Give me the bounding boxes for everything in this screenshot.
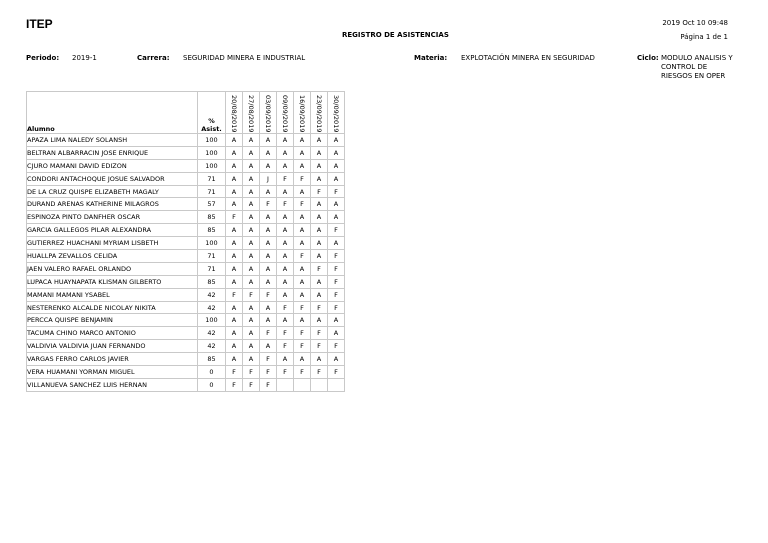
- attendance-mark: F: [260, 353, 277, 366]
- attendance-mark: A: [294, 146, 311, 159]
- attendance-mark: A: [311, 275, 328, 288]
- attendance-mark: A: [226, 146, 243, 159]
- attendance-mark: A: [294, 224, 311, 237]
- attendance-mark: A: [260, 314, 277, 327]
- attendance-rows: [27, 134, 345, 392]
- attendance-mark: A: [277, 262, 294, 275]
- attendance-percent: 0: [198, 378, 226, 391]
- attendance-percent: 100: [198, 134, 226, 147]
- attendance-table: [26, 91, 345, 392]
- attendance-mark: F: [260, 378, 277, 391]
- attendance-mark: A: [294, 288, 311, 301]
- attendance-mark: F: [277, 340, 294, 353]
- attendance-mark: A: [328, 159, 345, 172]
- table-row: [27, 237, 345, 250]
- report-title: REGISTRO DE ASISTENCIAS: [342, 31, 449, 39]
- attendance-mark: A: [260, 262, 277, 275]
- attendance-percent: 85: [198, 275, 226, 288]
- attendance-mark: F: [243, 378, 260, 391]
- attendance-mark: F: [243, 366, 260, 379]
- attendance-mark: F: [311, 327, 328, 340]
- attendance-mark: A: [277, 250, 294, 263]
- attendance-mark: A: [311, 224, 328, 237]
- attendance-mark: A: [294, 353, 311, 366]
- attendance-mark: F: [243, 288, 260, 301]
- attendance-mark: [328, 378, 345, 391]
- attendance-mark: F: [328, 288, 345, 301]
- attendance-mark: F: [328, 185, 345, 198]
- attendance-mark: F: [294, 198, 311, 211]
- student-name: ESPINOZA PINTO DANFHER OSCAR: [27, 211, 198, 224]
- student-name: NESTERENKO ALCALDE NICOLAY NIKITA: [27, 301, 198, 314]
- attendance-mark: F: [294, 327, 311, 340]
- attendance-mark: A: [226, 198, 243, 211]
- attendance-mark: A: [277, 134, 294, 147]
- table-row: [27, 262, 345, 275]
- attendance-mark: F: [226, 378, 243, 391]
- attendance-percent: 71: [198, 262, 226, 275]
- date-label: 03/09/2019: [264, 95, 272, 133]
- attendance-mark: A: [277, 288, 294, 301]
- attendance-mark: A: [311, 237, 328, 250]
- student-name: VILLANUEVA SANCHEZ LUIS HERNAN: [27, 378, 198, 391]
- table-row: [27, 185, 345, 198]
- attendance-mark: F: [277, 172, 294, 185]
- carrera-label: Carrera:: [137, 54, 170, 62]
- attendance-mark: F: [311, 301, 328, 314]
- column-header-alumno: Alumno: [27, 92, 198, 134]
- attendance-mark: F: [226, 366, 243, 379]
- column-header-date: [277, 92, 294, 134]
- materia-label: Materia:: [414, 54, 448, 62]
- attendance-mark: A: [243, 327, 260, 340]
- table-row: [27, 275, 345, 288]
- attendance-mark: F: [277, 198, 294, 211]
- attendance-mark: A: [277, 353, 294, 366]
- date-label: 30/09/2019: [332, 95, 340, 133]
- attendance-mark: [311, 378, 328, 391]
- attendance-mark: A: [243, 198, 260, 211]
- attendance-mark: A: [243, 250, 260, 263]
- student-name: MAMANI MAMANI YSABEL: [27, 288, 198, 301]
- attendance-percent: 100: [198, 146, 226, 159]
- table-row: [27, 211, 345, 224]
- attendance-mark: A: [243, 159, 260, 172]
- attendance-mark: F: [277, 301, 294, 314]
- attendance-mark: A: [260, 237, 277, 250]
- attendance-mark: A: [294, 262, 311, 275]
- attendance-mark: F: [311, 340, 328, 353]
- student-name: CONDORI ANTACHOQUE JOSUE SALVADOR: [27, 172, 198, 185]
- attendance-mark: F: [294, 366, 311, 379]
- attendance-mark: F: [277, 327, 294, 340]
- column-header-date: [243, 92, 260, 134]
- attendance-mark: F: [226, 288, 243, 301]
- student-name: BELTRAN ALBARRACIN JOSE ENRIQUE: [27, 146, 198, 159]
- table-header-row: [27, 92, 345, 134]
- attendance-mark: A: [243, 340, 260, 353]
- attendance-mark: A: [226, 159, 243, 172]
- student-name: APAZA LIMA NALEDY SOLANSH: [27, 134, 198, 147]
- attendance-mark: A: [226, 314, 243, 327]
- attendance-percent: 100: [198, 237, 226, 250]
- attendance-mark: A: [243, 262, 260, 275]
- attendance-mark: A: [294, 185, 311, 198]
- attendance-percent: 42: [198, 301, 226, 314]
- attendance-mark: A: [226, 353, 243, 366]
- table-row: [27, 172, 345, 185]
- date-label: 09/09/2019: [281, 95, 289, 133]
- attendance-mark: A: [226, 340, 243, 353]
- attendance-mark: A: [260, 250, 277, 263]
- attendance-mark: A: [277, 314, 294, 327]
- attendance-percent: 71: [198, 250, 226, 263]
- institution-name: ITEP: [26, 17, 53, 31]
- student-name: TACUMA CHINO MARCO ANTONIO: [27, 327, 198, 340]
- student-name: DE LA CRUZ QUISPE ELIZABETH MAGALY: [27, 185, 198, 198]
- attendance-mark: A: [328, 353, 345, 366]
- attendance-mark: F: [311, 366, 328, 379]
- attendance-mark: A: [294, 237, 311, 250]
- attendance-percent: 85: [198, 211, 226, 224]
- student-name: VALDIVIA VALDIVIA JUAN FERNANDO: [27, 340, 198, 353]
- attendance-percent: 57: [198, 198, 226, 211]
- attendance-mark: A: [277, 275, 294, 288]
- attendance-mark: A: [243, 185, 260, 198]
- attendance-mark: A: [260, 224, 277, 237]
- attendance-mark: A: [243, 301, 260, 314]
- column-header-date: [226, 92, 243, 134]
- table-row: [27, 353, 345, 366]
- column-header-date: [328, 92, 345, 134]
- attendance-mark: F: [260, 288, 277, 301]
- attendance-mark: A: [311, 353, 328, 366]
- table-row: [27, 366, 345, 379]
- attendance-mark: A: [260, 301, 277, 314]
- attendance-mark: A: [328, 237, 345, 250]
- attendance-mark: A: [260, 275, 277, 288]
- attendance-mark: A: [243, 134, 260, 147]
- attendance-mark: A: [243, 314, 260, 327]
- attendance-mark: A: [226, 301, 243, 314]
- attendance-mark: A: [294, 134, 311, 147]
- attendance-mark: F: [294, 340, 311, 353]
- attendance-mark: A: [328, 314, 345, 327]
- attendance-mark: F: [328, 366, 345, 379]
- attendance-mark: F: [328, 224, 345, 237]
- attendance-mark: A: [328, 146, 345, 159]
- column-header-date: [260, 92, 277, 134]
- attendance-percent: 42: [198, 340, 226, 353]
- student-name: VERA HUAMANI YORMAN MIGUEL: [27, 366, 198, 379]
- attendance-mark: A: [226, 224, 243, 237]
- student-name: CJURO MAMANI DAVID EDIZON: [27, 159, 198, 172]
- table-row: [27, 378, 345, 391]
- column-header-date: [311, 92, 328, 134]
- attendance-mark: A: [243, 146, 260, 159]
- table-row: [27, 340, 345, 353]
- attendance-mark: A: [294, 159, 311, 172]
- attendance-mark: F: [328, 275, 345, 288]
- attendance-percent: 71: [198, 172, 226, 185]
- attendance-mark: A: [243, 224, 260, 237]
- attendance-mark: A: [311, 198, 328, 211]
- table-row: [27, 134, 345, 147]
- materia-value: EXPLOTACIÓN MINERA EN SEGURIDAD: [461, 54, 595, 62]
- attendance-mark: A: [226, 262, 243, 275]
- attendance-mark: A: [294, 314, 311, 327]
- attendance-mark: J: [260, 172, 277, 185]
- attendance-mark: A: [328, 198, 345, 211]
- attendance-mark: A: [328, 172, 345, 185]
- attendance-mark: F: [311, 262, 328, 275]
- attendance-mark: A: [328, 134, 345, 147]
- attendance-mark: A: [277, 185, 294, 198]
- attendance-percent: 100: [198, 314, 226, 327]
- table-row: [27, 198, 345, 211]
- attendance-mark: A: [243, 275, 260, 288]
- attendance-mark: A: [277, 224, 294, 237]
- attendance-mark: F: [260, 198, 277, 211]
- attendance-mark: A: [226, 250, 243, 263]
- attendance-mark: F: [294, 250, 311, 263]
- attendance-mark: A: [243, 172, 260, 185]
- date-label: 16/09/2019: [298, 95, 306, 133]
- student-name: VARGAS FERRO CARLOS JAVIER: [27, 353, 198, 366]
- student-name: LUPACA HUAYNAPATA KLISMAN GILBERTO: [27, 275, 198, 288]
- attendance-mark: A: [277, 159, 294, 172]
- attendance-mark: F: [260, 327, 277, 340]
- student-name: DURAND ARENAS KATHERINE MILAGROS: [27, 198, 198, 211]
- attendance-mark: F: [328, 301, 345, 314]
- attendance-mark: A: [226, 237, 243, 250]
- attendance-mark: A: [243, 211, 260, 224]
- attendance-mark: F: [260, 366, 277, 379]
- attendance-percent: 71: [198, 185, 226, 198]
- attendance-percent: 85: [198, 224, 226, 237]
- attendance-mark: A: [311, 146, 328, 159]
- attendance-mark: A: [226, 134, 243, 147]
- attendance-mark: A: [260, 211, 277, 224]
- attendance-mark: A: [294, 211, 311, 224]
- attendance-mark: A: [311, 250, 328, 263]
- date-label: 27/08/2019: [247, 95, 255, 133]
- attendance-mark: F: [226, 211, 243, 224]
- date-label: 23/09/2019: [315, 95, 323, 133]
- attendance-mark: A: [311, 134, 328, 147]
- table-row: [27, 301, 345, 314]
- attendance-mark: A: [328, 327, 345, 340]
- attendance-mark: A: [294, 275, 311, 288]
- attendance-mark: A: [260, 146, 277, 159]
- attendance-mark: F: [328, 250, 345, 263]
- attendance-mark: A: [243, 237, 260, 250]
- attendance-mark: A: [311, 159, 328, 172]
- attendance-mark: A: [260, 185, 277, 198]
- attendance-mark: A: [243, 353, 260, 366]
- page-indicator: Página 1 de 1: [680, 33, 728, 41]
- table-row: [27, 146, 345, 159]
- attendance-mark: A: [226, 327, 243, 340]
- attendance-mark: F: [328, 262, 345, 275]
- attendance-percent: 100: [198, 159, 226, 172]
- attendance-mark: F: [277, 366, 294, 379]
- attendance-mark: [277, 378, 294, 391]
- attendance-mark: A: [311, 314, 328, 327]
- attendance-mark: A: [260, 159, 277, 172]
- attendance-mark: A: [311, 288, 328, 301]
- table-row: [27, 314, 345, 327]
- attendance-mark: F: [294, 172, 311, 185]
- attendance-mark: A: [226, 275, 243, 288]
- student-name: GARCIA GALLEGOS PILAR ALEXANDRA: [27, 224, 198, 237]
- date-label: 20/08/2019: [230, 95, 238, 133]
- attendance-percent: 42: [198, 288, 226, 301]
- attendance-percent: 42: [198, 327, 226, 340]
- attendance-mark: A: [277, 211, 294, 224]
- attendance-mark: A: [277, 237, 294, 250]
- ciclo-value: MODULO ANALISIS Y CONTROL DE RIESGOS EN OPER: [661, 54, 733, 80]
- attendance-mark: [294, 378, 311, 391]
- table-row: [27, 250, 345, 263]
- periodo-value: 2019-1: [72, 54, 97, 62]
- student-name: HUALLPA ZEVALLOS CELIDA: [27, 250, 198, 263]
- attendance-mark: F: [328, 340, 345, 353]
- column-header-date: [294, 92, 311, 134]
- column-header-pct: % Asist.: [198, 92, 226, 134]
- table-row: [27, 327, 345, 340]
- report-datetime: 2019 Oct 10 09:48: [662, 19, 728, 27]
- table-row: [27, 159, 345, 172]
- attendance-mark: A: [277, 146, 294, 159]
- attendance-mark: A: [226, 185, 243, 198]
- ciclo-label: Ciclo:: [637, 54, 659, 62]
- table-row: [27, 288, 345, 301]
- attendance-mark: A: [226, 172, 243, 185]
- student-name: PERCCA QUISPE BENJAMIN: [27, 314, 198, 327]
- attendance-mark: A: [260, 340, 277, 353]
- attendance-mark: F: [311, 185, 328, 198]
- student-name: JAEN VALERO RAFAEL ORLANDO: [27, 262, 198, 275]
- attendance-percent: 0: [198, 366, 226, 379]
- carrera-value: SEGURIDAD MINERA E INDUSTRIAL: [183, 54, 306, 62]
- attendance-mark: F: [294, 301, 311, 314]
- table-row: [27, 224, 345, 237]
- attendance-mark: A: [328, 211, 345, 224]
- attendance-percent: 85: [198, 353, 226, 366]
- attendance-mark: A: [260, 134, 277, 147]
- attendance-mark: A: [311, 211, 328, 224]
- student-name: GUTIERREZ HUACHANI MYRIAM LISBETH: [27, 237, 198, 250]
- attendance-mark: A: [311, 172, 328, 185]
- periodo-label: Periodo:: [26, 54, 60, 62]
